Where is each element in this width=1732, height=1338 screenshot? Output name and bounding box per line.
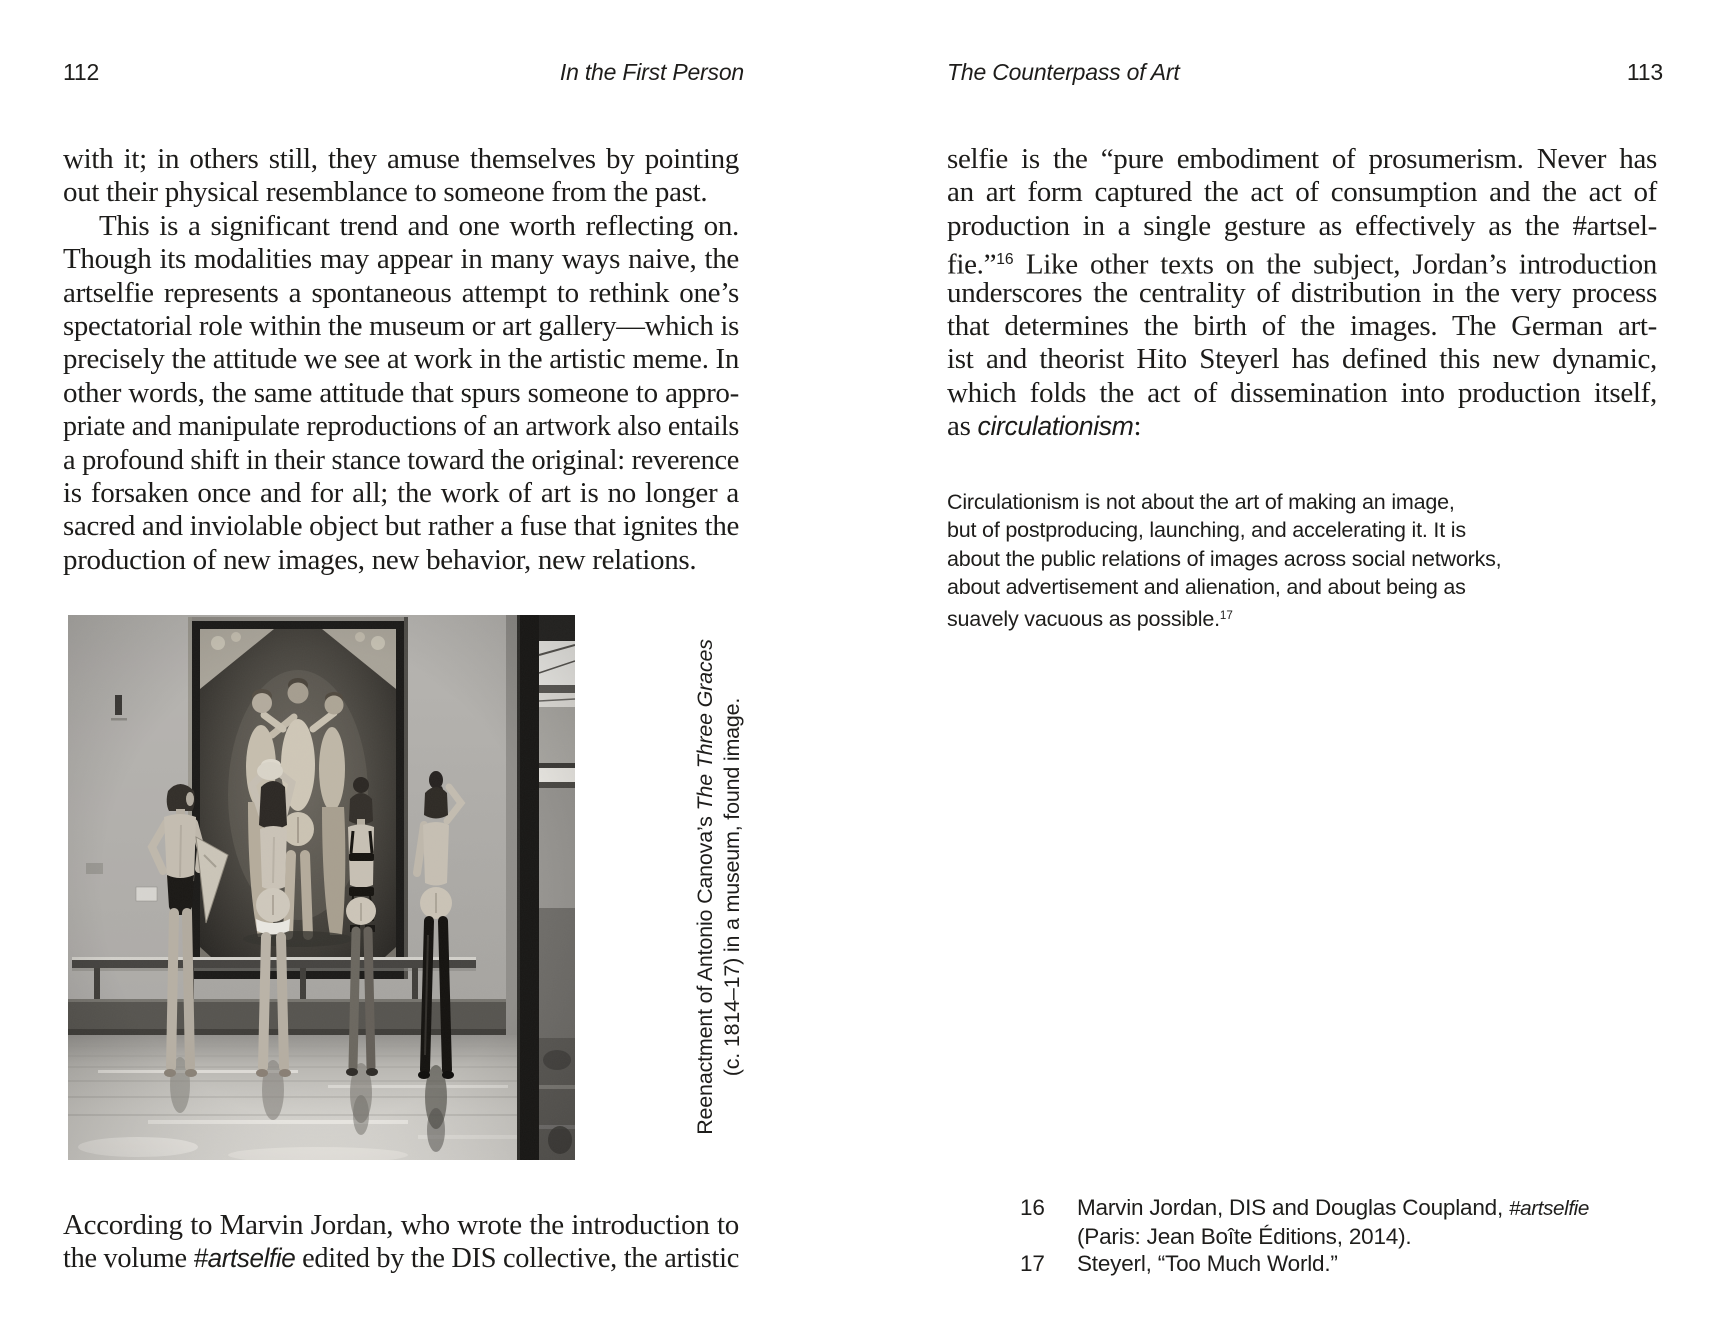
footnote-text — [1077, 1194, 1670, 1250]
text-line: which folds the act of dissemination into production itself, — [947, 376, 1657, 409]
text-line: priate and manipulate reproductions of an artwork also entails — [63, 410, 739, 443]
text-line: Reenactment of Antonio Canova’s The Three Graces — [693, 639, 717, 1135]
photo-caption — [693, 617, 751, 1157]
running-head-right: The Counterpass of Art — [947, 59, 1180, 85]
text-line: other words, the same attitude that spurs someone to appro- — [63, 376, 739, 409]
text-line: with it; in others still, they amuse themselves by pointing — [63, 143, 739, 175]
text-line: fie.”$^{16}$ Like other texts on the subject, Jordan’s introduction — [947, 248, 1657, 281]
text-line: underscores the centrality of distribution in the very process — [947, 276, 1657, 309]
text-line: but of postproducing, launching, and accelerating it. It is — [947, 518, 1466, 543]
page-number-right: 113 — [1626, 59, 1663, 85]
text-line: precisely the attitude we see at work in the artistic meme. In — [63, 343, 739, 376]
text-line: as circulationism: — [947, 410, 1142, 443]
text-line: production in a single gesture as effectively as the #artsel- — [947, 209, 1657, 242]
body-text-left — [63, 143, 739, 577]
text-line: selfie is the “pure embodiment of prosumerism. Never has — [947, 143, 1657, 175]
text-line: that determines the birth of the images. The German art- — [947, 309, 1657, 342]
body-text-left-bottom — [63, 1209, 739, 1276]
text-line: (Paris: Jean Boîte Éditions, 2014). — [1077, 1223, 1412, 1249]
text-line: Circulationism is not about the art of making an image, — [947, 490, 1455, 514]
text-line: out their physical resemblance to someone from the past. — [63, 176, 708, 209]
block-quote — [947, 488, 1567, 630]
museum-photo-graphic — [68, 615, 575, 1160]
text-line: about the public relations of images across social networks, — [947, 546, 1502, 571]
text-line: Marvin Jordan, DIS and Douglas Coupland, #artselfie — [1077, 1195, 1589, 1220]
footnotes — [1020, 1194, 1670, 1278]
text-line: sacred and inviolable object but rather a fuse that ignites the — [63, 510, 739, 543]
page-number-left: 112 — [63, 59, 100, 85]
text-line: artselfie represents a spontaneous attempt to rethink one’s — [63, 276, 739, 309]
photo-grain — [68, 615, 575, 1160]
footnote-text — [1077, 1250, 1670, 1278]
text-line: This is a significant trend and one worth reflecting on. — [99, 209, 739, 242]
running-head-left: In the First Person — [559, 59, 744, 85]
text-line: Though its modalities may appear in many ways naive, the — [63, 243, 739, 276]
text-line: the volume #artselfie edited by the DIS collective, the artistic — [63, 1242, 739, 1275]
text-line: Steyerl, “Too Much World.” — [1077, 1251, 1338, 1276]
museum-photo — [68, 615, 575, 1160]
body-text-right — [947, 143, 1657, 444]
text-line: a profound shift in their stance toward the original: reverence — [63, 443, 739, 476]
text-line: (c. 1814–17) in a museum, found image. — [720, 697, 744, 1077]
text-line: ist and theorist Hito Steyerl has defined this new dynamic, — [947, 343, 1657, 376]
text-line: According to Marvin Jordan, who wrote the introduction to — [63, 1209, 739, 1241]
footnote-number: 17 — [1020, 1251, 1045, 1276]
text-line: production of new images, new behavior, new relations. — [63, 543, 697, 576]
footnote-number: 16 — [1020, 1195, 1045, 1220]
text-line: is forsaken once and for all; the work of art is no longer a — [63, 476, 739, 509]
text-line: spectatorial role within the museum or art gallery—which is — [63, 309, 739, 342]
text-line: suavely vacuous as possible.$^{17}$ — [947, 606, 1233, 631]
text-line: about advertisement and alienation, and about being as — [947, 575, 1466, 600]
text-line: an art form captured the act of consumption and the act of — [947, 176, 1657, 209]
footnote — [1020, 1250, 1670, 1278]
footnote — [1020, 1194, 1670, 1250]
